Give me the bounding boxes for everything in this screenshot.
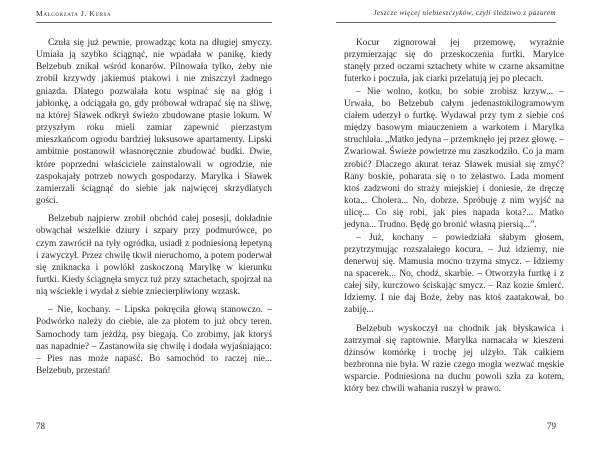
header-rule (336, 22, 556, 23)
paragraph: – Nie wolno, kotku, bo sobie zrobisz krzyw... – Urwała, bo Belzebub całym jedenastokilogramowym ciałem uderzył o furtkę. Wydawał przy tym z siebie coś między basowym miauczeniem a warkotem i Marylka struchlała. „Matko jedyna – przemknęło jej przez głowę. – Zwariował. Świeże powietrze mu zaszkodziło. Co ja mam zrobić? Dlaczego akurat teraz Sławek musiał się zmyć? Rany boskie, poharata się o to żelastwo. Lada moment ktoś zadzwoni do straży miejskiej i doniesie, że dręczę kota... Cholera... No, dobrze. Spróbuję z nim wyjść na ulicę... Co się robi, jak pies napada kota?... Matko jedyna... Trudno. Będę go bronić własną piersią...”. (344, 86, 564, 231)
paragraph: – Już, kochany – powiedziała słabym głosem, przytrzymując rozszalałego kocura. – Już idziemy, nie denerwuj się. Mamusia mocno trzyma smycz. – Idziemy na spacerek... No, chodź, skarbie. – Otworzyła furtkę i z całej siły, kurczowo ściskając smycz. – Raz kozie śmierć. Idziemy. I nie daj Boże, żeby nas ktoś zaatakował, bo zabiję... (344, 232, 564, 316)
paragraph: Belzebub najpierw zrobił obchód całej posesji, dokładnie obwąchał wszelkie dziury i szpary przy podmurówce, po czym zawrócił na tyły ogródka, usiadł z podniesioną łepetyną i zawyczył. Przez chwilę tkwił nieruchomo, a potem poderwał się zniknacka i powlókł zaskoczoną Marylkę w kierunku furtki. Kiedy ściągnęła smycz tuż przy sztachetach, spojrzał na nią wściekle i wydał z siebie zniecierpliwiony wrzask. (36, 214, 272, 298)
page-number: 78 (36, 421, 45, 431)
running-head-title: Jeszcze więcej niebieszczyków, czyli śledztwo z pazurem (373, 9, 556, 17)
paragraph: Belzebub wyskoczył na chodnik jak błyskawica i zatrzymał się raptownie. Marylka namacała w kieszeni dżinsów komórkę i trochę jej ulżyło. Tak całkiem bezbronna nie była. W razie czego mogła wezwać męskie wsparcie. Podniesiona na duchu powoli szła za kotem, który bez chwili wahania ruszył w prawo. (344, 323, 564, 395)
page-number: 79 (547, 421, 556, 431)
running-head-author: Małgorzata J. Kursa (36, 9, 112, 18)
header-rule (36, 22, 272, 23)
paragraph: – Nie, kochany. – Lipska pokręciła głową stanowczo. – Podwórko należy do ciebie, ale za płotem to już obcy teren. Samochody tam jeżdżą, psy biegają. Co zrobimy, jak ktoryś nas napadnie? – Zastanowiła się chwilę i dodała wyjaśniająco: – Pies nas może napaść. Bo samochód to raczej nie... Belzebub, przestań! (36, 305, 272, 377)
right-page (300, 0, 600, 454)
paragraph: Kocur zignorował jej przemowę, wyraźnie przymierzając się do przeskoczenia furtki. Marylce stanęły przed oczami sztachety white w czarne aksamitne futerko i poczuła, jak ciarki przelatują jej po plecach. (344, 38, 564, 85)
body-text (36, 37, 272, 377)
body-text (344, 37, 564, 396)
paragraph: Czuła się już pewnie, prowadząc kota na długiej smyczy. Umiała ją szybko ściągnąć, nie wpadała w panikę, kiedy Belzebub znikał wśród konarów. Pilnowała tylko, żeby nie zrobił krzywdy jakiemuś ptakowi i nie zniszczył żadnego gniazda. Dlatego pozwalała kotu wspinać się na głóg i jabłonkę, a odciągała go, gdy próbował wdrapać się na śliwę, na której Sławek odkrył świeżo zbudowane ptasie lokum. W przyszłym roku mieli zamiar zapewnić pierzastym mieszkańcom ogrodu bardziej luksusowe apartamenty. Lipski ambitnie postanowił własnoręcznie zbudować budki. Dwie, które poprzedni właściciele zainstalowali w ogrodzie, nie zaspokajały potrzeb nowych gospodarzy. Marylka i Sławek zamierzali ściągnąć do siebie jak najwięcej skrzydlatych gości. (36, 38, 272, 207)
